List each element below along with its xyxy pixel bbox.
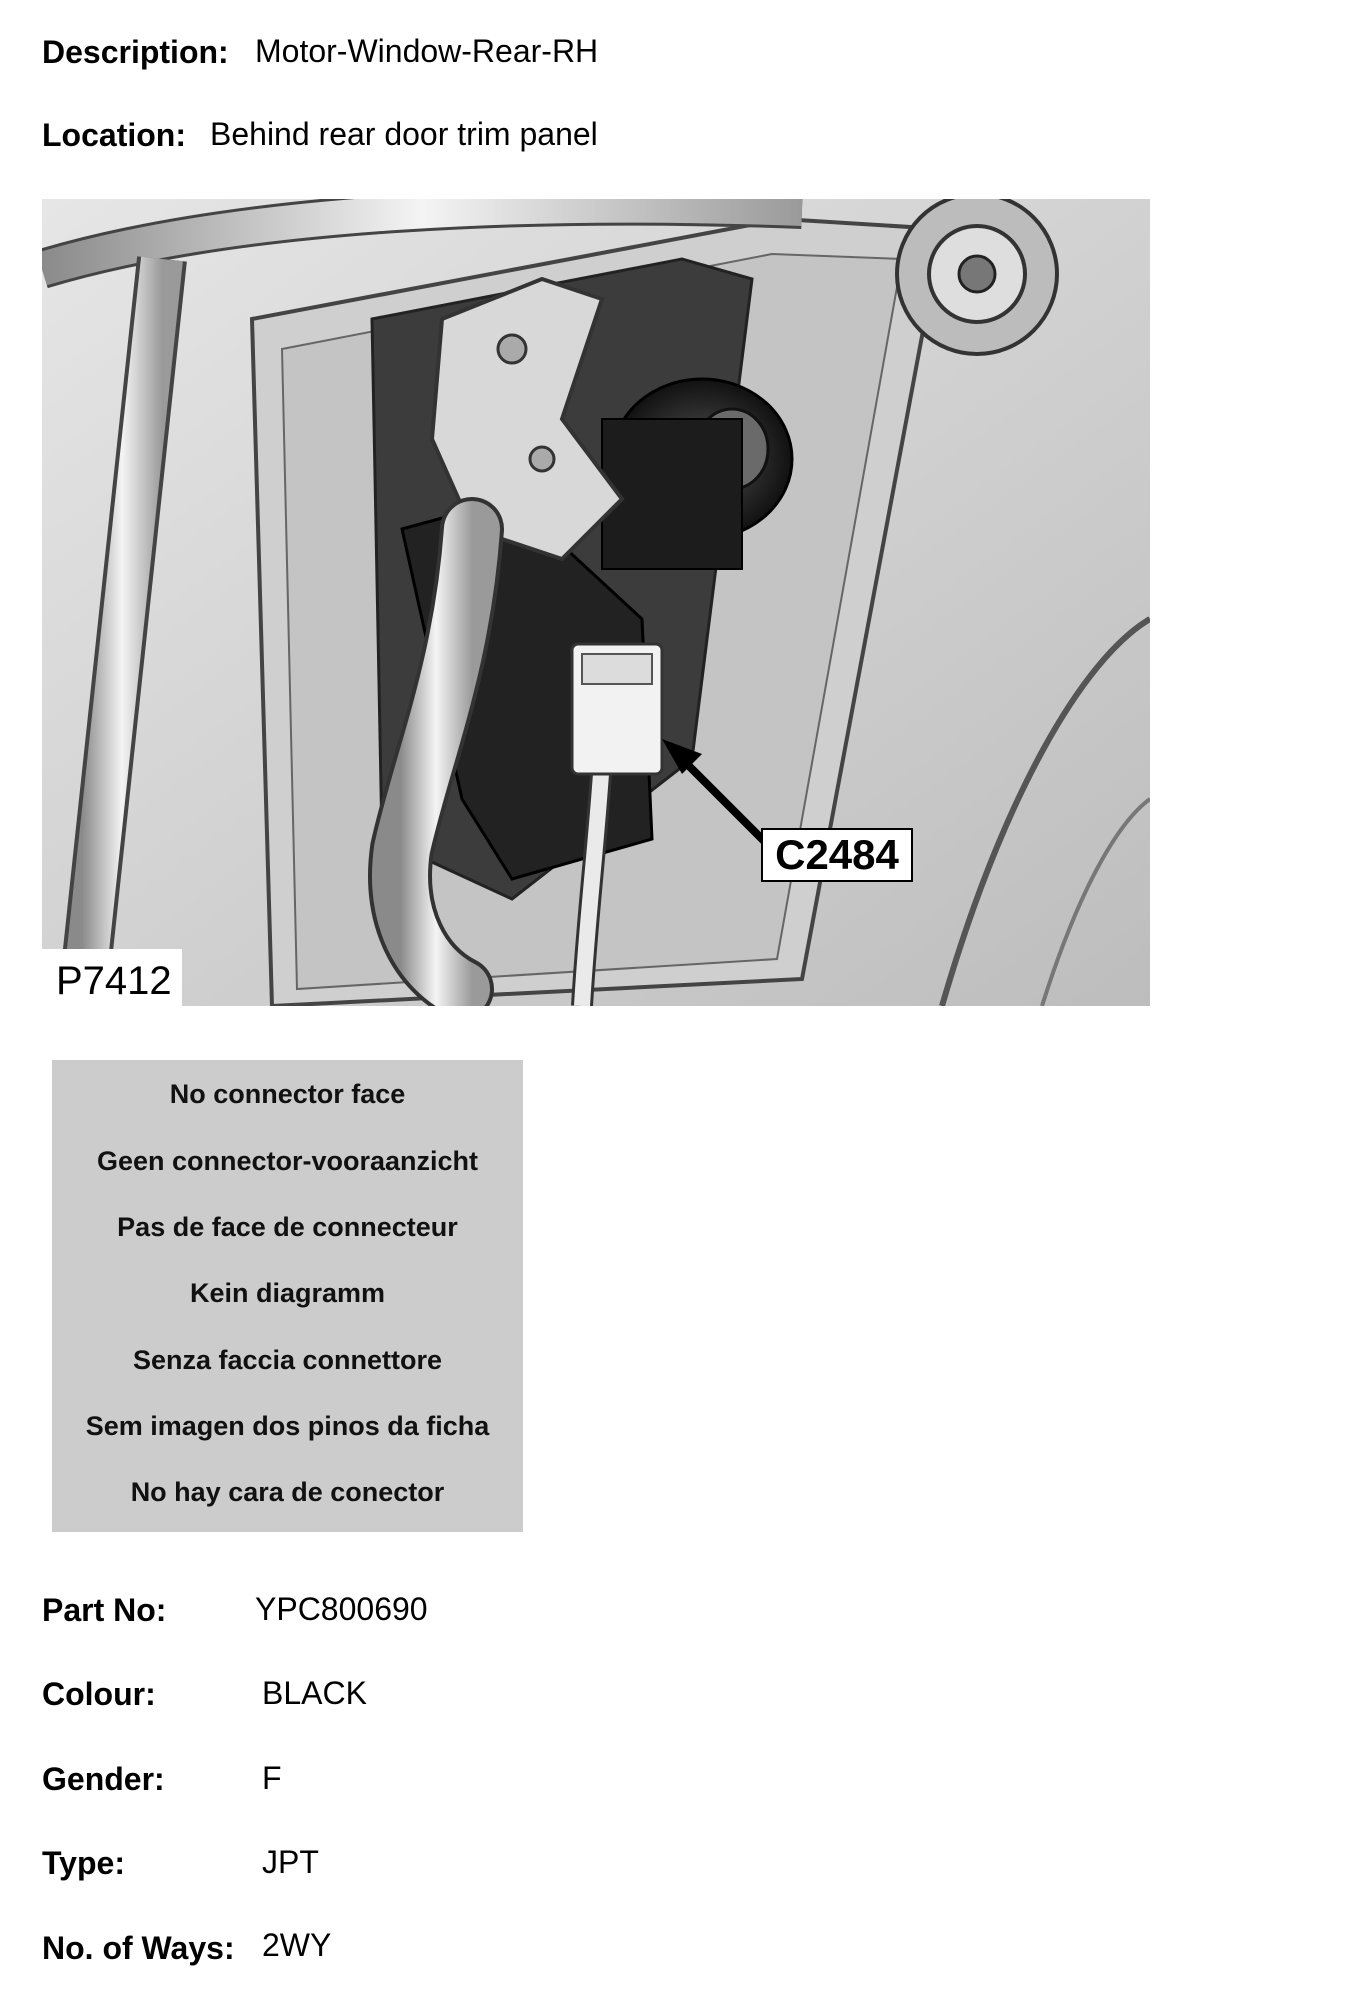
- gender-value: F: [262, 1760, 282, 1796]
- type-value: JPT: [262, 1844, 319, 1880]
- no-connector-face-panel: [52, 1060, 523, 1532]
- ways-label: No. of Ways:: [42, 1930, 235, 1966]
- connector-location-illustration: [42, 199, 1150, 1006]
- no-face-line: Geen connector-vooraanzicht: [96, 1146, 479, 1176]
- ways-value: 2WY: [262, 1927, 332, 1963]
- no-face-line: Senza faccia connettore: [132, 1345, 443, 1375]
- colour-value: BLACK: [262, 1675, 367, 1711]
- callout-label: C2484: [775, 831, 899, 878]
- no-face-line: No hay cara de conector: [130, 1477, 445, 1507]
- no-face-line: Pas de face de connecteur: [117, 1212, 458, 1242]
- no-face-line: No connector face: [169, 1079, 406, 1109]
- colour-label: Colour:: [42, 1676, 156, 1712]
- description-value: Motor-Window-Rear-RH: [255, 33, 599, 69]
- description-label: Description:: [42, 34, 229, 70]
- type-label: Type:: [42, 1845, 125, 1881]
- location-value: Behind rear door trim panel: [210, 116, 598, 152]
- no-face-line: Sem imagen dos pinos da ficha: [85, 1411, 490, 1441]
- location-label: Location:: [42, 117, 186, 153]
- part-no-value: YPC800690: [255, 1591, 428, 1627]
- gender-label: Gender:: [42, 1761, 165, 1797]
- figure-id: P7412: [56, 959, 172, 1003]
- part-no-label: Part No:: [42, 1592, 167, 1628]
- no-face-line: Kein diagramm: [189, 1278, 386, 1308]
